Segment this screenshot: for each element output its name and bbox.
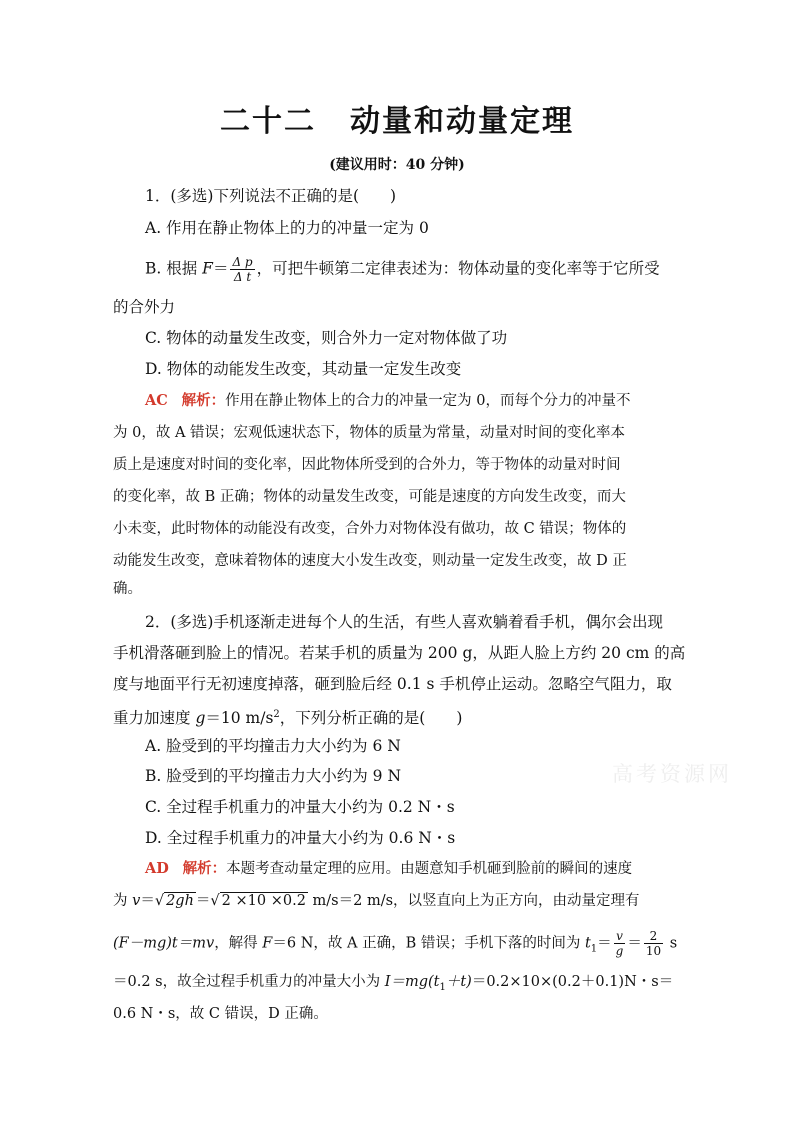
q2-answer: AD	[145, 860, 169, 877]
q1-analysis-line-5: 小未变，此时物体的动能没有改变，合外力对物体没有做功，故 C 错误；物体的	[113, 521, 627, 537]
q2-stem-line-4: 重力加速度 g＝10 $m/s^2$，下列分析正确的是( )	[113, 709, 463, 728]
q1-answer: AC	[145, 392, 168, 409]
q2-option-d: D. 全过程手机重力的冲量大小约为 0.6 N・s	[145, 829, 456, 847]
q2-option-b: B. 脸受到的平均撞击力大小约为 9 N	[145, 767, 402, 785]
fraction-v-g: $\frac{v}{g}$	[615, 929, 624, 958]
q2-analysis-line-3: (F－mg)t＝mv，解得 F＝6 N，故 A 正确，B 错误；手机下落的时间为 $t_1=$ $\frac{v}{g}$ ＝ $\frac{2}{10}$ s	[113, 929, 678, 958]
watermark-text: 高考资源网	[612, 762, 732, 786]
analysis-label: 解析：	[182, 860, 227, 877]
page-title	[0, 96, 794, 140]
sqrt-2gh: 2gh	[166, 893, 194, 909]
q1-analysis-line-2: 为 0，故 A 错误；宏观低速状态下，物体的质量为常量，动量对时间的变化率本	[113, 425, 626, 441]
q1-stem: 1．(多选)下列说法不正确的是( )	[145, 187, 397, 205]
chapter-title: 动量和动量定理	[350, 104, 574, 139]
q1-option-c: C. 物体的动量发生改变，则合外力一定对物体做了功	[145, 329, 508, 347]
q2-analysis-line-4: ＝0.2 s，故全过程手机重力的冲量大小为 $I=mg(t_1+t)=0.2\times 10\times(0.2+0.1)N$・s＝	[113, 974, 674, 993]
q1-option-b: B. 根据 F＝ $\frac{\text{Δ p}}{\text{Δ t}}$ ，可把牛顿第二定律表述为：物体动量的变化率等于它所受	[145, 255, 660, 284]
fraction-dp-dt: $\frac{\text{Δ p}}{\text{Δ t}}$	[232, 255, 253, 284]
sqrt-numeric: 2 ×10 ×0.2	[221, 893, 306, 909]
q2-analysis-line-1: AD 解析：本题考查动量定理的应用。由题意知手机砸到脸前的瞬间的速度	[145, 860, 633, 877]
q1-analysis-line-4: 的变化率，故 B 正确；物体的动量发生改变，可能是速度的方向发生改变，而大	[113, 489, 626, 505]
q2-analysis-line-5: 0.6 N・s，故 C 错误，D 正确。	[113, 1006, 328, 1022]
q1-analysis-line-6: 动能发生改变，意味着物体的速度大小发生改变，则动量一定发生改变，故 D 正	[113, 553, 627, 569]
analysis-label: 解析：	[181, 392, 226, 409]
q1-option-d: D. 物体的动能发生改变，其动量一定发生改变	[145, 360, 462, 378]
q1-analysis-line-3: 质上是速度对时间的变化率，因此物体所受到的合外力，等于物体的动量对时间	[113, 457, 621, 473]
q2-stem-line-3: 度与地面平行无初速度掉落，砸到脸后经 0.1 s 手机停止运动。忽略空气阻力，取	[113, 675, 672, 693]
q2-option-a: A. 脸受到的平均撞击力大小约为 6 N	[145, 737, 401, 755]
q1-option-b-cont: 的合外力	[113, 298, 176, 316]
time-hint: (建议用时：40 分钟)	[329, 157, 465, 173]
q2-option-c: C. 全过程手机重力的冲量大小约为 0.2 N・s	[145, 798, 455, 816]
q2-analysis-line-2: 为 v＝√ 2gh ＝√ 2 ×10 ×0.2 m/s＝2 m/s，以竖直向上为正方向，由动量定理有	[113, 893, 640, 909]
chapter-number: 二十二	[220, 104, 316, 139]
q2-stem-line-1: 2．(多选)手机逐渐走进每个人的生活，有些人喜欢躺着看手机，偶尔会出现	[145, 613, 663, 631]
q1-analysis-line-1: AC 解析：作用在静止物体上的合力的冲量一定为 0，而每个分力的冲量不	[145, 392, 631, 409]
q1-option-a: A. 作用在静止物体上的力的冲量一定为 0	[145, 219, 429, 237]
fraction-2-10: $\frac{2}{10}$	[645, 929, 662, 958]
q2-stem-line-2: 手机滑落砸到脸上的情况。若某手机的质量为 200 g，从距人脸上方约 20 cm 的高	[113, 644, 686, 662]
q1-analysis-line-7: 确。	[113, 581, 142, 597]
